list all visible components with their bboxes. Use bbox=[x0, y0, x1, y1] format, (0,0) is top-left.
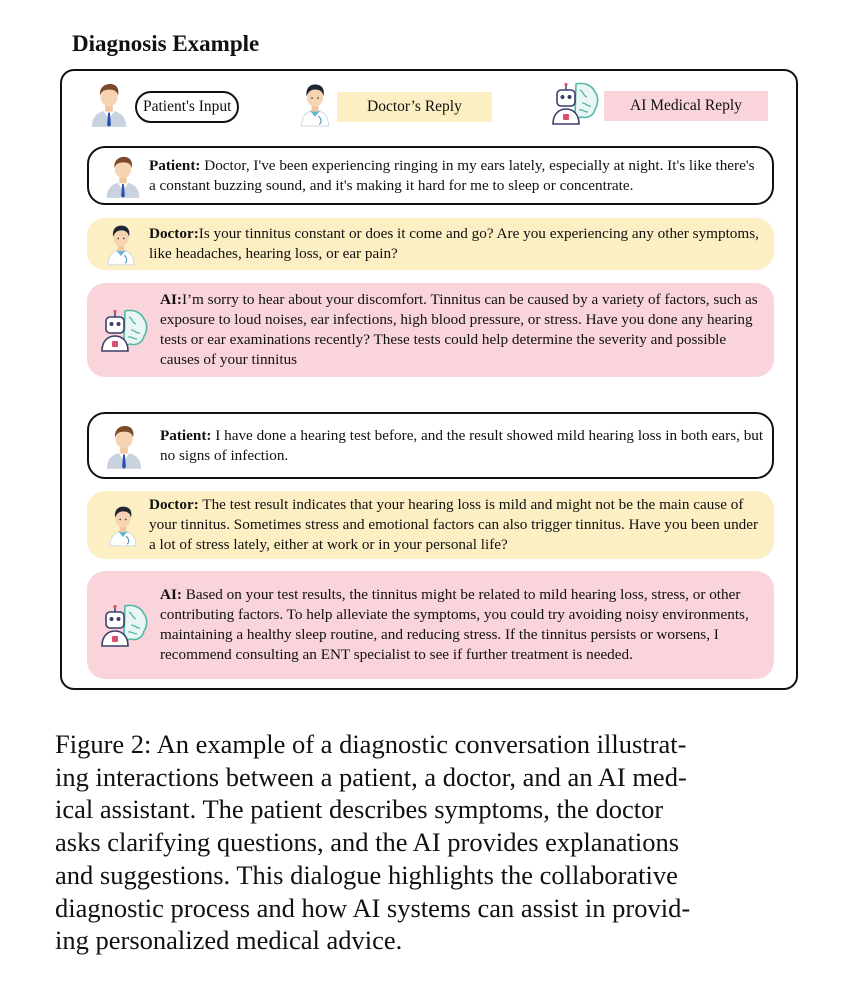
message-text: Is your tinnitus constant or does it come and go? Are you experiencing any other symptoms, like headaches, hearing loss, or ear pain? bbox=[149, 225, 759, 262]
figure-title: Diagnosis Example bbox=[72, 31, 260, 56]
legend-doctor bbox=[298, 80, 492, 133]
legend-doctor-label: Doctor’s Reply bbox=[337, 92, 492, 122]
speaker-label: Patient: bbox=[160, 426, 212, 444]
message-patient-1 bbox=[87, 146, 774, 205]
speaker-label: AI: bbox=[160, 291, 182, 308]
speaker-label: Doctor: bbox=[149, 225, 199, 242]
patient-avatar-icon bbox=[103, 423, 145, 469]
patient-avatar-icon bbox=[103, 154, 143, 198]
doctor-avatar-icon bbox=[107, 497, 139, 553]
message-ai-2 bbox=[87, 571, 774, 679]
doctor-avatar-icon bbox=[105, 221, 137, 267]
speaker-label: Patient: bbox=[149, 156, 201, 174]
message-text: Based on your test results, the tinnitus might be related to mild hearing loss, stress, or other contributing factors. To help alleviate the symptoms, you could try avoiding noisy environments, maintaining a healthy sleep routine, and reducing stress. If the tinnitus persists or worsens, I recommend consulting an ENT specialist to see if further treatment is needed. bbox=[160, 586, 749, 663]
caption-line: ical assistant. The patient describes symptoms, the doctor bbox=[55, 794, 664, 825]
message-ai-1 bbox=[87, 283, 774, 377]
caption-line: Figure 2: An example of a diagnostic conversation illustrat- bbox=[55, 729, 687, 759]
message-text: Doctor, I've been experiencing ringing in my ears lately, especially at night. It's like there's a constant buzzing sound, and it's making it hard for me to sleep or concentrate. bbox=[149, 156, 755, 194]
message-doctor-1 bbox=[87, 218, 774, 270]
caption-line: and suggestions. This dialogue highlights the collaborative bbox=[55, 859, 678, 890]
message-text: I’m sorry to hear about your discomfort. Tinnitus can be caused by a variety of factors, such as exposure to loud noises, ear infections, high blood pressure, or stress. Have you done any hearing tests or ear examinations recently? These tests could help determine the severity and possible causes of your tinnitus bbox=[160, 291, 758, 368]
message-patient-2 bbox=[87, 412, 774, 479]
caption-line: ing personalized medical advice. bbox=[55, 925, 403, 956]
ai-brain-robot-icon bbox=[99, 308, 149, 352]
legend-ai bbox=[550, 80, 768, 131]
message-text: I have done a hearing test before, and the result showed mild hearing loss in both ears, but no signs of infection. bbox=[160, 426, 764, 464]
caption-line: ing interactions between a patient, a doctor, and an AI med- bbox=[55, 761, 687, 792]
caption-line: asks clarifying questions, and the AI provides explanations bbox=[55, 827, 680, 858]
legend-patient bbox=[88, 81, 239, 132]
message-doctor-2 bbox=[87, 491, 774, 559]
doctor-avatar-icon bbox=[298, 80, 332, 133]
ai-brain-robot-icon bbox=[550, 80, 600, 131]
message-text: The test result indicates that your hearing loss is mild and might not be the main cause of your tinnitus. Sometimes stress and emotional factors can also trigger tinnitus. Have you been under a lot of stress lately, either at work or in your personal life? bbox=[149, 496, 759, 553]
legend-patient-label: Patient's Input bbox=[135, 91, 239, 123]
figure-caption bbox=[55, 728, 773, 957]
legend-ai-label: AI Medical Reply bbox=[604, 91, 768, 121]
patient-avatar-icon bbox=[88, 81, 130, 132]
caption-line: diagnostic process and how AI systems can assist in provid- bbox=[55, 892, 691, 923]
speaker-label: Doctor: bbox=[149, 496, 199, 513]
speaker-label: AI: bbox=[160, 586, 182, 603]
ai-brain-robot-icon bbox=[99, 603, 149, 647]
